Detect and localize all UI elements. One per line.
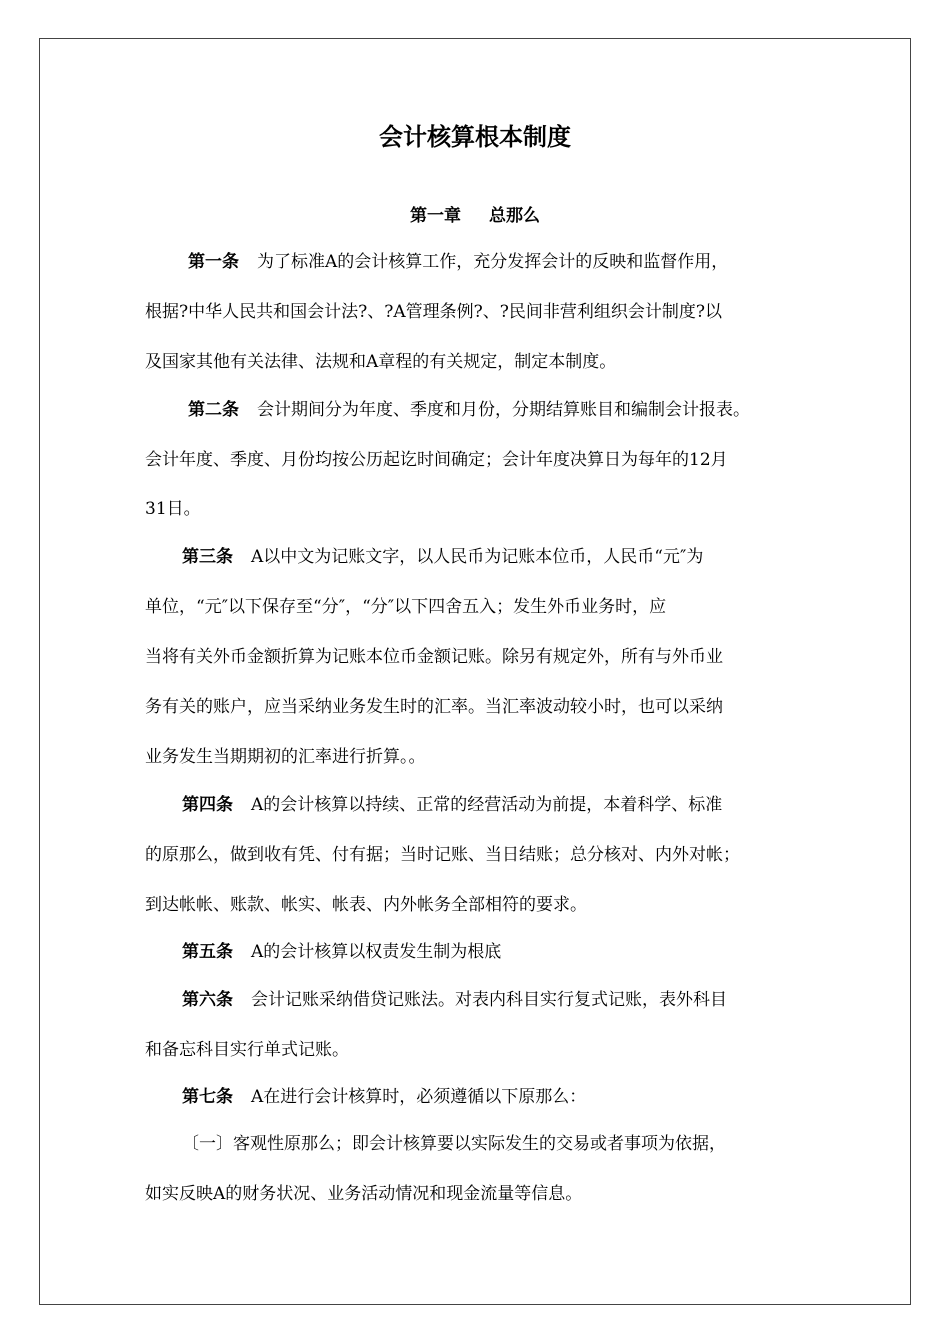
- article-1-line-2: 根据?中华人民共和国会计法?、?A管理条例?、?民间非营利组织会计制度?以: [145, 302, 722, 322]
- article-3-line-5: 业务发生当期期初的汇率进行折算。。: [145, 747, 426, 767]
- article-2-text-1: 会计期间分为年度、季度和月份，分期结算账目和编制会计报表。: [257, 400, 750, 420]
- article-7-line-1: [182, 1085, 586, 1109]
- article-6-line-2: 和备忘科目实行单式记账。: [145, 1040, 349, 1060]
- clause-1-line-2: 如实反映A的财务状况、业务活动情况和现金流量等信息。: [145, 1184, 583, 1204]
- clause-1-line-1: 〔一〕客观性原那么；即会计核算要以实际发生的交易或者事项为依据，: [182, 1134, 726, 1154]
- article-1-line-3: 及国家其他有关法律、法规和A章程的有关规定，制定本制度。: [145, 352, 617, 372]
- article-4-line-3: 到达帐帐、账款、帐实、帐表、内外帐务全部相符的要求。: [145, 895, 587, 915]
- article-4-text-1: A的会计核算以持续、正常的经营活动为前提，本着科学、标准: [251, 795, 723, 815]
- article-6-line-1: [182, 988, 727, 1012]
- article-5-text-1: A的会计核算以权责发生制为根底: [251, 942, 502, 962]
- article-3-line-2: 单位，“元″以下保存至“分″，“分″以下四舍五入；发生外币业务时，应: [145, 597, 667, 617]
- article-7-text-1: A在进行会计核算时，必须遵循以下原那么：: [251, 1087, 587, 1107]
- chapter-number: 第一章: [410, 206, 461, 226]
- article-6-label: 第六条: [182, 990, 233, 1010]
- article-3-line-4: 务有关的账户，应当采纳业务发生时的汇率。当汇率波动较小时，也可以采纳: [145, 697, 723, 717]
- article-2-line-1: [188, 398, 750, 422]
- article-6-text-1: 会计记账采纳借贷记账法。对表内科目实行复式记账，表外科目: [251, 990, 727, 1010]
- article-7-label: 第七条: [182, 1087, 233, 1107]
- article-3-line-3: 当将有关外币金额折算为记账本位币金额记账。除另有规定外，所有与外币业: [145, 647, 723, 667]
- article-1-text-1: 为了标准A的会计核算工作，充分发挥会计的反映和监督作用，: [257, 252, 729, 272]
- article-2-line-2: 会计年度、季度、月份均按公历起讫时间确定；会计年度决算日为每年的12月: [145, 450, 728, 470]
- article-1-line-1: [188, 250, 728, 274]
- chapter-name: 总那么: [489, 206, 540, 226]
- article-4-line-2: 的原那么，做到收有凭、付有据；当时记账、当日结账；总分核对、内外对帐；: [145, 845, 740, 865]
- article-1-label: 第一条: [188, 252, 239, 272]
- page-border: [39, 38, 911, 1305]
- article-3-text-1: A以中文为记账文字，以人民币为记账本位币，人民币“元″为: [251, 547, 704, 567]
- document-title: 会计核算根本制度: [379, 123, 571, 151]
- article-4-label: 第四条: [182, 795, 233, 815]
- article-5-line-1: [182, 940, 501, 964]
- article-2-line-3: 31日。: [145, 499, 201, 519]
- article-4-line-1: [182, 793, 722, 817]
- article-2-label: 第二条: [188, 400, 239, 420]
- article-3-label: 第三条: [182, 547, 233, 567]
- chapter-heading: [0, 204, 950, 228]
- article-5-label: 第五条: [182, 942, 233, 962]
- article-3-line-1: [182, 545, 703, 569]
